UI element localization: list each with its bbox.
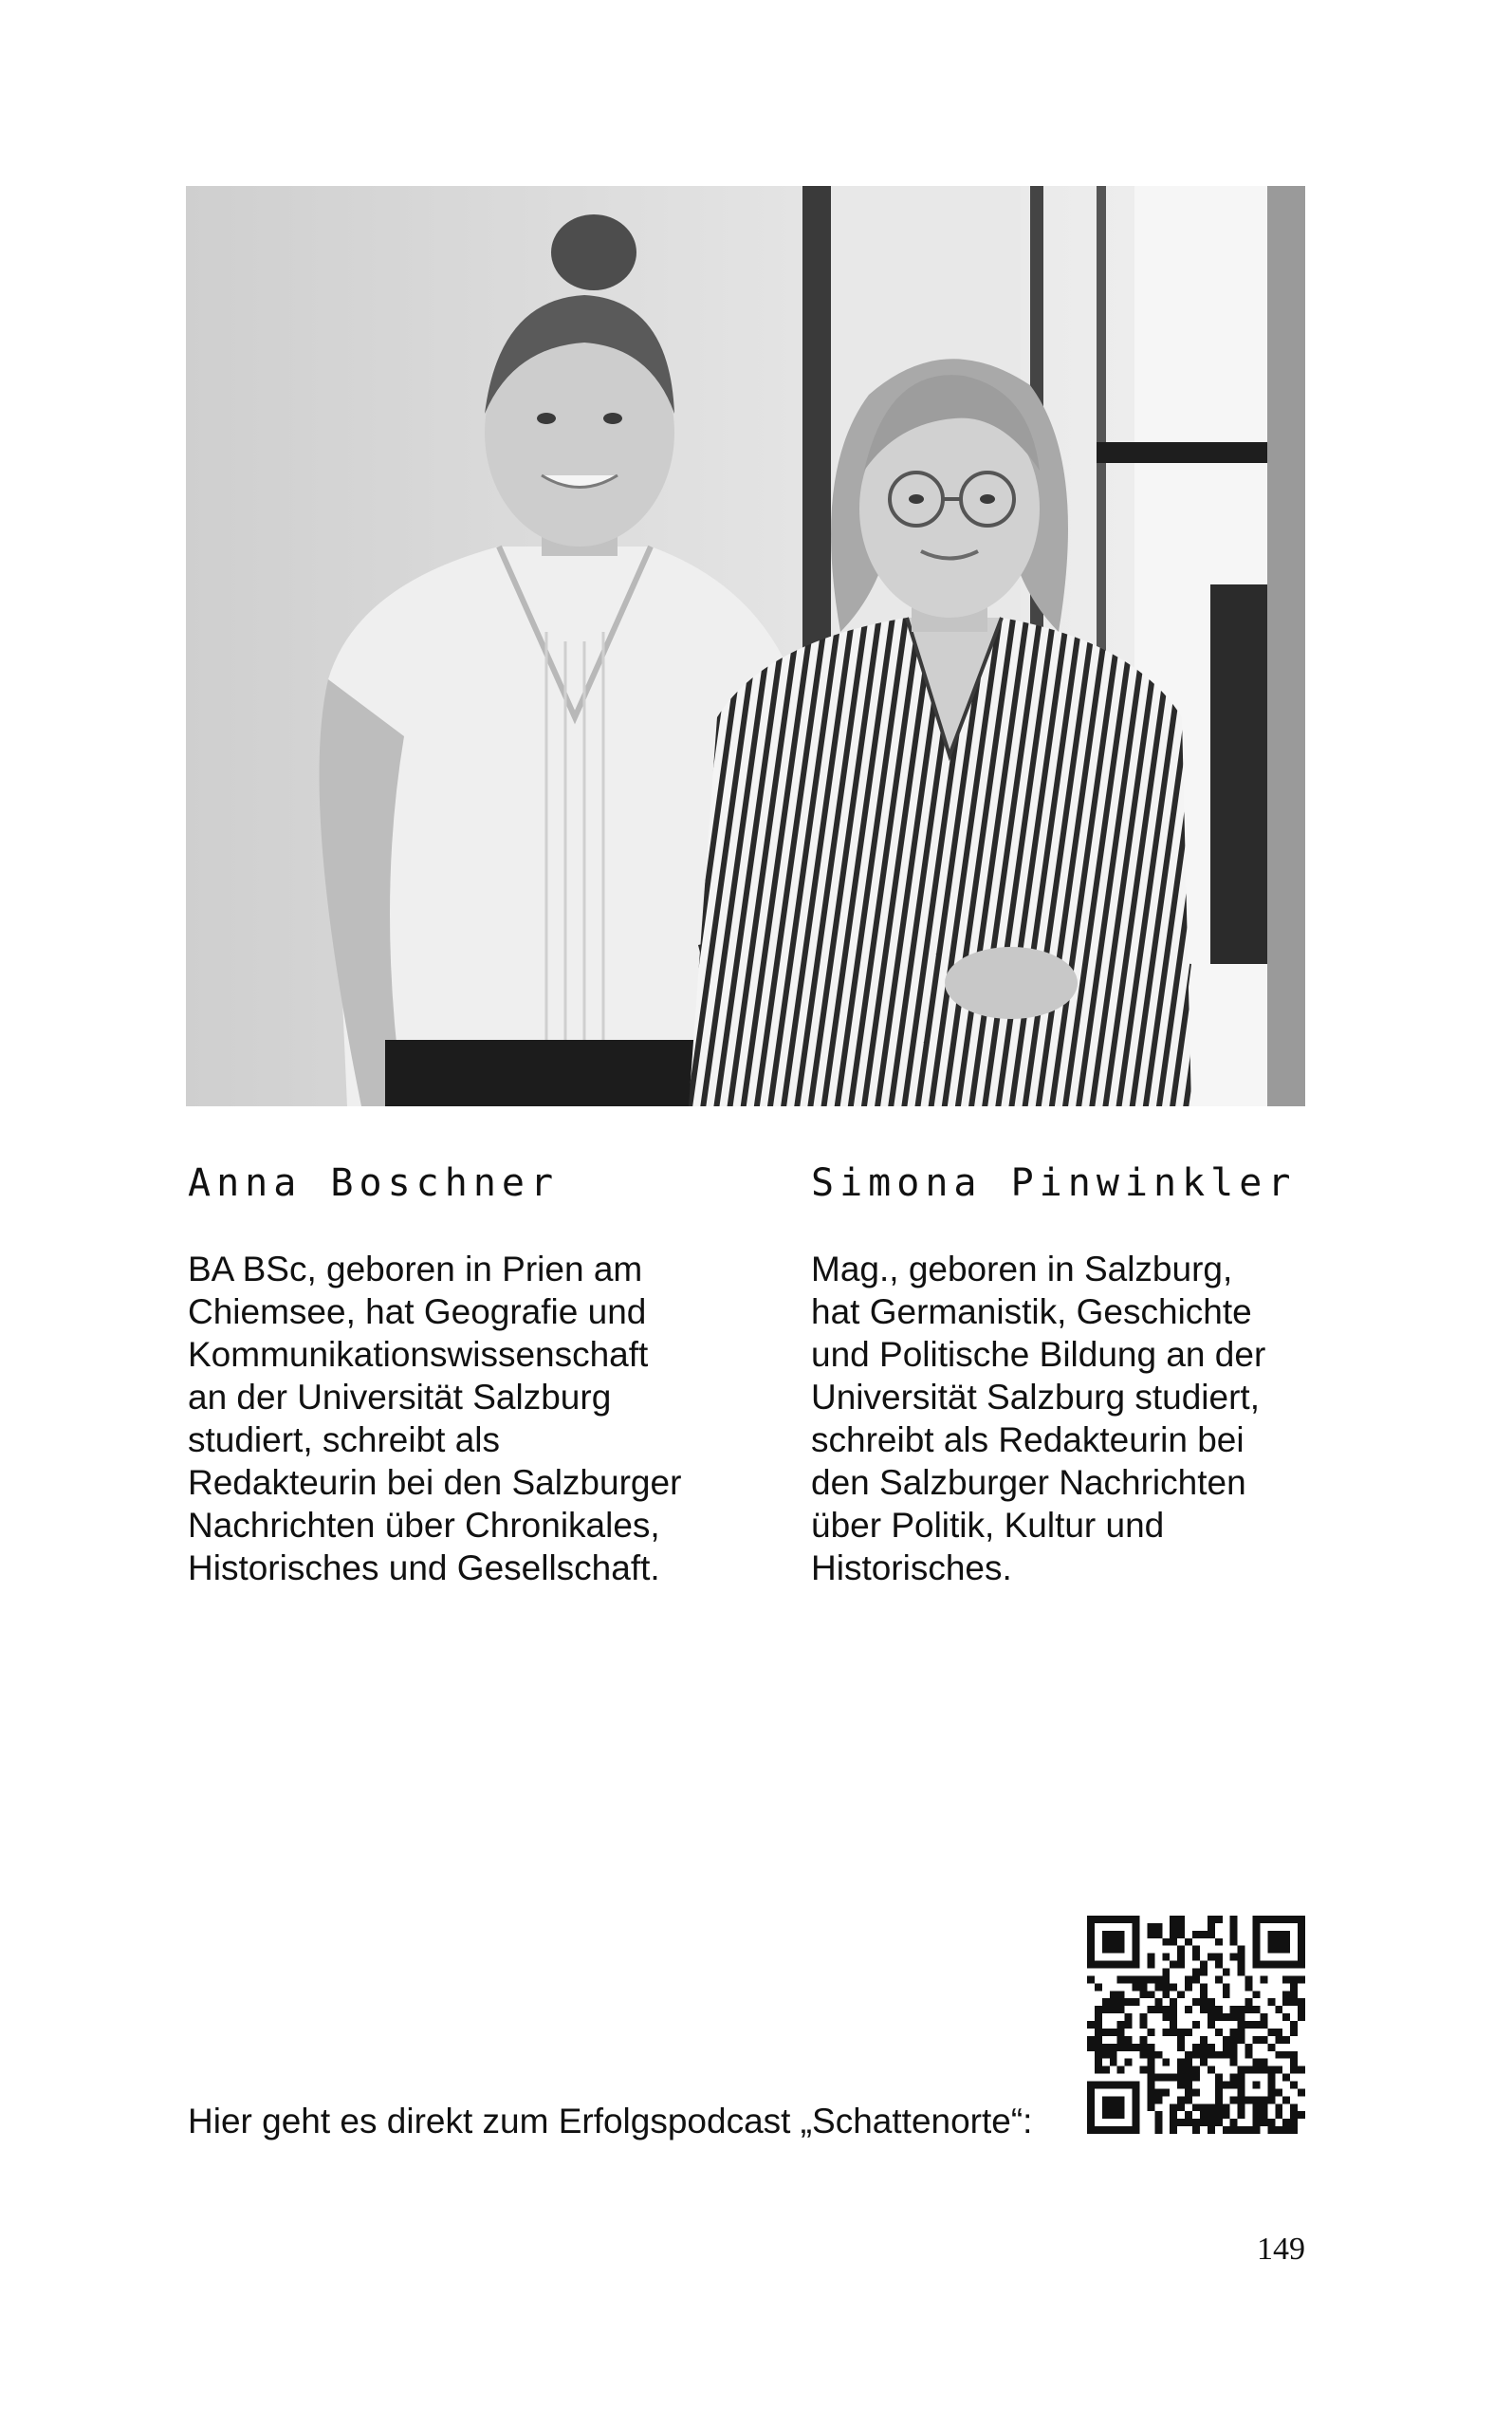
bio-line: Historisches.: [811, 1548, 1012, 1587]
page-number: 149: [1257, 2232, 1305, 2267]
bio-line: Redakteurin bei den Salzburger: [188, 1463, 682, 1502]
author-bio-simona: [811, 1248, 1304, 1589]
bio-line: Nachrichten über Chronikales,: [188, 1506, 660, 1545]
qr-code-graphic: [1087, 1916, 1305, 2134]
bio-line: Universität Salzburg studiert,: [811, 1378, 1260, 1417]
bio-line: an der Universität Salzburg: [188, 1378, 612, 1417]
author-name-simona: Simona Pinwinkler: [811, 1161, 1297, 1205]
bio-line: Kommunikationswissenschaft: [188, 1335, 649, 1374]
author-bio-anna: [188, 1248, 719, 1589]
author-name-anna: Anna Boschner: [188, 1161, 560, 1205]
bio-line: BA BSc, geboren in Prien am: [188, 1250, 643, 1288]
bio-line: Mag., geboren in Salzburg,: [811, 1250, 1233, 1288]
bio-line: Historisches und Gesellschaft.: [188, 1548, 660, 1587]
podcast-caption: Hier geht es direkt zum Erfolgspodcast „Schattenorte“:: [188, 2102, 1033, 2140]
bio-line: hat Germanistik, Geschichte: [811, 1292, 1252, 1331]
bio-line: und Politische Bildung an der: [811, 1335, 1266, 1374]
bio-line: studiert, schreibt als: [188, 1420, 501, 1459]
portrait-photo-icon: [186, 186, 1305, 1106]
qr-code-icon[interactable]: [1087, 1916, 1305, 2134]
bio-line: schreibt als Redakteurin bei: [811, 1420, 1245, 1459]
bio-line: Chiemsee, hat Geografie und: [188, 1292, 647, 1331]
bio-line: über Politik, Kultur und: [811, 1506, 1165, 1545]
author-photo: [186, 186, 1305, 1106]
bio-line: den Salzburger Nachrichten: [811, 1463, 1246, 1502]
